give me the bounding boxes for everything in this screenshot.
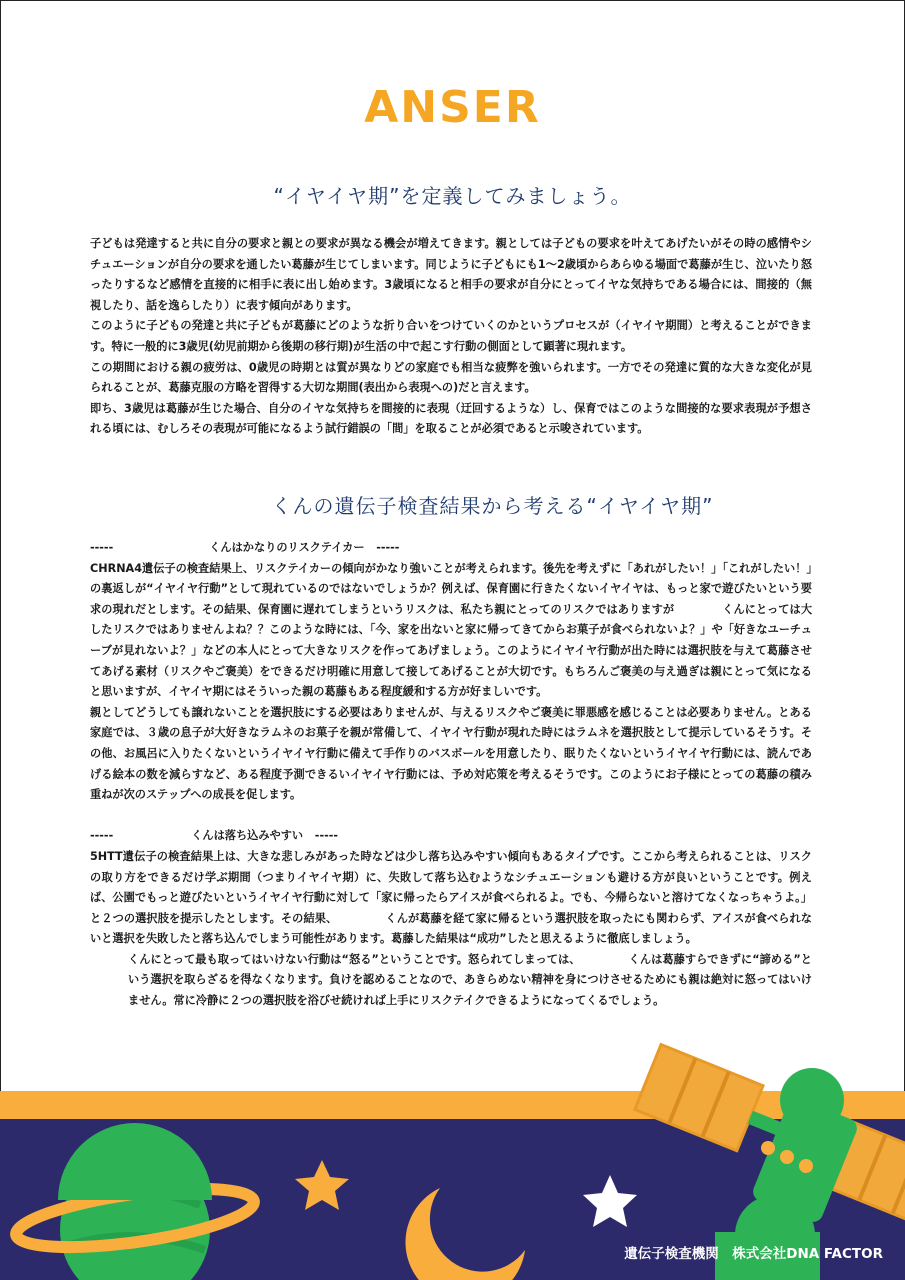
dash: ----- — [314, 829, 339, 843]
section-heading-genetic: くんの遺伝子検査結果から考える“イヤイヤ期” — [271, 494, 714, 518]
section-heading-definition: “イヤイヤ期”を定義してみましょう。 — [273, 184, 632, 208]
subheading-label: くんは落ち込みやすい — [191, 829, 304, 843]
star-icon — [295, 1160, 349, 1210]
definition-body — [90, 234, 812, 440]
dash: ----- — [90, 541, 114, 554]
text-run: くんにとっては大したリスクではありませんよね？？このような時には、「今、家を出ないと家に帰ってきてからお菓子が食べられないよ？」や「好きなユーチューブが見れないよ？」などの本人にとって大きなリスクを作ってあげましょう。このようにイヤイヤ行動が出た時には選択肢を与えて葛藤させてあげる素材（リスクやご褒美）をできるだけ明確に用意して接してあげることが大切です。もちろんご褒美の与え過ぎは親にとって気になると思いますが、イヤイヤ期にはそういった親の葛藤もある程度緩和する方が好ましいです。 — [90, 602, 813, 699]
paragraph: 子どもは発達すると共に自分の要求と親との要求が異なる機会が増えてきます。親としては子どもの要求を叶えてあげたいがその時の感情やシチュエーションが自分の要求を通したい葛藤が生じてしまいます。同じように子どもにも1〜2歳頃からあらゆる場面で葛藤が生じ、泣いたり怒ったりするなど感情を直接的に相手に表に出し始めます。3歳頃になると相手の要求が自分にとってイヤな気持ちである場合には、間接的（無視したり、話を逸らしたり）に表す傾向があります。 — [90, 237, 812, 312]
planet-icon — [13, 1123, 257, 1280]
paragraph — [90, 950, 812, 1012]
paragraph: 即ち、3歳児は葛藤が生じた場合、自分のイヤな気持ちを間接的に表現（迂回するような）し、保育ではこのような間接的な要求表現が予想される頃には、むしろその表現が可能になるよう試行錯誤の「間」を取ることが必須であると示唆されています。 — [90, 401, 812, 436]
dash: ----- — [90, 829, 114, 843]
footer-company: 遺伝子検査機関 株式会社DNA FACTOR — [624, 1246, 883, 1262]
text-run: くんは葛藤すらできずに“諦める”という選択を取らざるを得なくなります。負けを認めることなので、あきらめない精神を身につけさせるためにも親は絶対に怒ってはいけません。常に冷静に２つの選択肢を浴びせ続ければ上手にリスクテイクできるようになってくるでしょう。 — [128, 952, 812, 1008]
paragraph — [90, 559, 812, 703]
text-run: くんにとって最も取ってはいけない行動は“怒る”ということです。怒られてしまっては、 — [128, 952, 581, 966]
paragraph: 親としてどうしても譲れないことを選択肢にする必要はありませんが、与えるリスクやご褒美に罪悪感を感じることは必要ありません。とある家庭では、３歳の息子が大好きなラムネのお菓子を親が常備して、イヤイヤ行動が現れた時にはラムネを選択肢として提示しているそうす。その他、お風呂に入りたくないというイヤイヤ行動に備えて手作りのバスボールを用意したり、眠りたくないというイヤイヤ行動には、読んであげる絵本の数を減らすなど、ある程度予測できるいイヤイヤ行動には、予め対応策を考えるそうです。このようにお子様にとっての葛藤の積み重ねが次のステップへの成長を促します。 — [90, 705, 812, 802]
paragraph — [90, 847, 812, 950]
text-run: 5HTT遺伝子の検査結果上は、大きな悲しみがあった時などは少し落ち込みやすい傾向もあるタイプです。ここから考えられることは、リスクの取り方をできるだけ学ぶ期間（つまりイヤイヤ期）に、失敗して落ち込むようなシチュエーションも避ける方が良いということです。例えば、公園でもっと遊びたいというイヤイヤ行動に対して「家に帰ったらアイスが食べられるよ。でも、今帰らないと溶けてなくなっちゃうよ。」と２つの選択肢を提示したとします。その結果、 — [90, 849, 812, 925]
subheading-easily-depressed — [90, 826, 812, 847]
subheading-risk-taker — [90, 538, 812, 559]
paragraph: このように子どもの発達と共に子どもが葛藤にどのような折り合いをつけていくのかというプロセスが（イヤイヤ期間）と考えることができます。特に一般的に3歳児(幼児前期から後期の移行期)が生活の中で起こす行動の側面として顕著に現れます。 — [90, 319, 812, 353]
moon-icon — [405, 1188, 525, 1280]
dash: ----- — [376, 541, 400, 554]
genetic-body — [90, 538, 812, 1012]
paragraph: この期間における親の疲労は、0歳児の時期とは質が異なりどの家庭でも相当な疲弊を強いられます。一方でその発達に質的な大きな変化が見られることが、葛藤克服の方略を習得する大切な期間(表出から表現への)だと言えます。 — [90, 360, 812, 395]
subheading-label: くんはかなりのリスクテイカー — [209, 541, 365, 554]
text-run: くんが葛藤を経て家に帰るという選択肢を取ったにも関わらず、アイスが食べられないと選択を失敗したと落ち込んでしまう可能性があります。葛藤した結果は“成功”したと思えるように徹底しましょう。 — [90, 911, 812, 946]
star-icon — [583, 1175, 637, 1227]
page-title: ANSER — [364, 82, 541, 133]
text-run: CHRNA4遺伝子の検査結果上、リスクテイカーの傾向がかなり強いことが考えられます。後先を考えずに「あれがしたい！」「これがしたい！」の裏返しが“イヤイヤ行動”として現れているのではないでしょうか？例えば、保育園に行きたくないイヤイヤは、もっと家で遊びたいという要求の現れだとします。その結果、保育園に遅れてしまうというリスクは、私たち親にとってのリスクではありますが — [90, 561, 812, 616]
